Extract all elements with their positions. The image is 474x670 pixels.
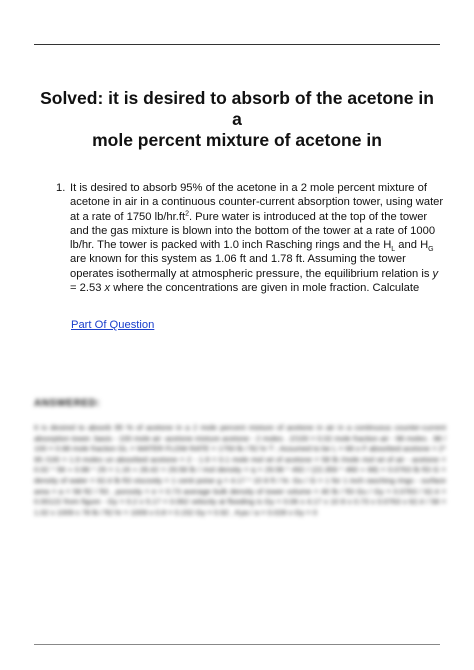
question-text-part: are known for this system as 1.06 ft and 1.78 ft. Assuming the tower operates isothermally at atmospheric pressure, the equilibrium relation is	[70, 253, 433, 280]
subscript: G	[428, 246, 434, 254]
question-text-part: and H	[395, 239, 429, 252]
equation-variable: y	[432, 267, 439, 280]
question-text-part: where the concentrations are given in mole fraction. Calculate	[110, 282, 420, 295]
answer-heading: ANSWERED:	[34, 398, 101, 409]
answer-text: It is desired to absorb 95 % of acetone in a 2 mole percent mixture of acetone in air in a continuous counter-current absorption tower. basis - 100 mole air -acetone mixture acetone - 2 moles . 2/100 = 0.02 mole fraction air - 98 moles . 98 / 100 = 0.98 mole fraction GL = WATER FLOW RATE = 1750 lb / ft2 hr T ; Assumed to be L = 68 o F absorbed acetone = 2* 95 /100 = 1.9 moles un absorbed acetone = 2 - 1.9 = 0.1 mole mol wt of acetone = 58 lb /mole mol wt of air - acetone = 0.02 * 58 + 0.98 * 29 = 1.16 + 28.42 = 29.58 lb / mol density = q = 29.58 * 492 / (22.359 * 460 + 68) = 0.0763 lb ft3 G = density of water = 62.4 lb ft3 viscosity = 1 centi poise g = 4.17 * 10 8 ft / hr. Gu / G = 1 for 1 inch rasching rings - surface area = a = 58 ft2 / ft3 , porosity = e = 0.73 average bulk density of tower volume = 40 lb / ft3 Gu / Gy = 0.0763 / 62.4 = 0.00122 from figure - Gy = 0.2 x 5.17 = 0.062 velocity at flooding is Gy = 0.06 x 4.17 x 10 8 x 0.73 x 0.0763 x 62.4 / 58 = 1.02 x 1009 x 78 lb / ft2 hr = 1009 x 0.8 = 0.152 Gy = 0.92 , Kya / a = 0.028 x Gy = 0	[34, 423, 446, 517]
question-text	[70, 181, 444, 295]
subscript: L	[391, 246, 396, 254]
page-title	[34, 88, 440, 151]
question-number: 1.	[56, 182, 66, 194]
answer-section	[34, 398, 446, 518]
question-item	[56, 181, 444, 295]
superscript: 2	[185, 209, 189, 217]
part-of-question-link[interactable]: Part Of Question	[71, 319, 155, 331]
footer-divider	[34, 644, 440, 645]
equation-text: = 2.53	[70, 282, 105, 295]
header-divider	[34, 44, 440, 45]
question-text-part: . Pure water is introduced at the top of the tower and the gas mixture is blown into the bottom of the tower at a rate of 1000 lb/hr. The tower is packed with 1.0 inch Rasching rings and the H	[70, 210, 436, 252]
equation-variable: x	[104, 282, 111, 295]
page-title-line-1: Solved: it is desired to absorb of the acetone in a	[40, 88, 434, 129]
page-title-line-2: mole percent mixture of acetone in	[92, 130, 382, 150]
question-text-part: It is desired to absorb 95% of the acetone in a 2 mole percent mixture of acetone in air in a continuous counter-current absorption tower, using water at a rate of 1750 lb/hr.ft	[70, 182, 444, 223]
